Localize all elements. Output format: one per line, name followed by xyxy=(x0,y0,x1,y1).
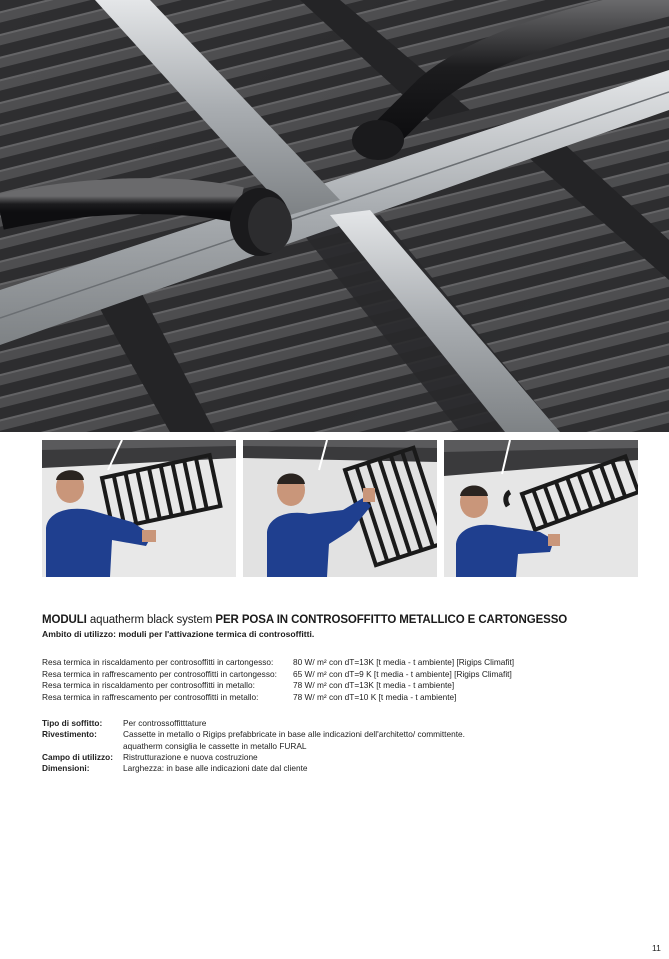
title-suffix: PER POSA IN CONTROSOFFITTO METALLICO E CARTONGESSO xyxy=(212,614,568,626)
product-description xyxy=(42,613,642,774)
spec-value: 78 W/ m² con dT=13K [t media - t ambiente] xyxy=(293,680,455,690)
spec-label: Resa termica in riscaldamento per controsoffitti in metallo: xyxy=(42,680,255,690)
installer-illustration xyxy=(243,440,437,577)
page-number: 11 xyxy=(652,943,661,953)
property-value xyxy=(123,729,465,752)
property-value: Larghezza: in base alle indicazioni date dal cliente xyxy=(123,763,308,774)
spec-row xyxy=(42,680,642,692)
ceiling-modules-illustration xyxy=(0,0,669,432)
installer-illustration xyxy=(42,440,236,577)
installation-photo-1 xyxy=(42,440,236,577)
thermal-specs xyxy=(42,657,642,703)
property-row xyxy=(42,729,642,752)
spec-label: Resa termica in riscaldamento per controsoffitti in cartongesso: xyxy=(42,657,274,667)
property-row xyxy=(42,763,642,774)
spec-value: 65 W/ m² con dT=9 K [t media - t ambiente] [Rigips Climafit] xyxy=(293,668,512,679)
property-value: Ristrutturazione e nuova costruzione xyxy=(123,751,258,762)
property-label: Campo di utilizzo: xyxy=(42,751,113,762)
property-value-line: Cassette in metallo o Rigips prefabbricate in base alle indicazioni dell'architetto/ committente. xyxy=(123,729,465,740)
spec-value: 78 W/ m² con dT=10 K [t media - t ambiente] xyxy=(293,691,457,702)
product-title xyxy=(42,613,642,627)
property-value-line: aquatherm consiglia le cassette in metallo FURAL xyxy=(123,740,307,751)
spec-label: Resa termica in raffrescamento per controsoffitti in metallo: xyxy=(42,691,259,702)
spec-row xyxy=(42,692,642,704)
spec-row xyxy=(42,657,642,669)
product-properties xyxy=(42,718,642,774)
installation-photo-3 xyxy=(444,440,638,577)
spec-label: Resa termica in raffrescamento per controsoffitti in cartongesso: xyxy=(42,668,277,679)
property-value: Per controssoffitttature xyxy=(123,718,207,728)
property-label: Dimensioni: xyxy=(42,763,90,774)
property-row xyxy=(42,752,642,763)
spec-value: 80 W/ m² con dT=13K [t media - t ambiente] [Rigips Climafit] xyxy=(293,657,515,667)
product-subtitle: Ambito di utilizzo: moduli per l'attivazione termica di controsoffitti. xyxy=(42,629,315,639)
title-prefix: MODULI xyxy=(42,614,90,626)
installer-illustration xyxy=(444,440,638,577)
hero-photo xyxy=(0,0,669,432)
property-row xyxy=(42,718,642,729)
spec-row xyxy=(42,669,642,681)
title-brand: aquatherm black system xyxy=(89,614,213,626)
installation-photo-2 xyxy=(243,440,437,577)
property-label: Tipo di soffitto: xyxy=(42,718,103,728)
property-label: Rivestimento: xyxy=(42,729,97,740)
